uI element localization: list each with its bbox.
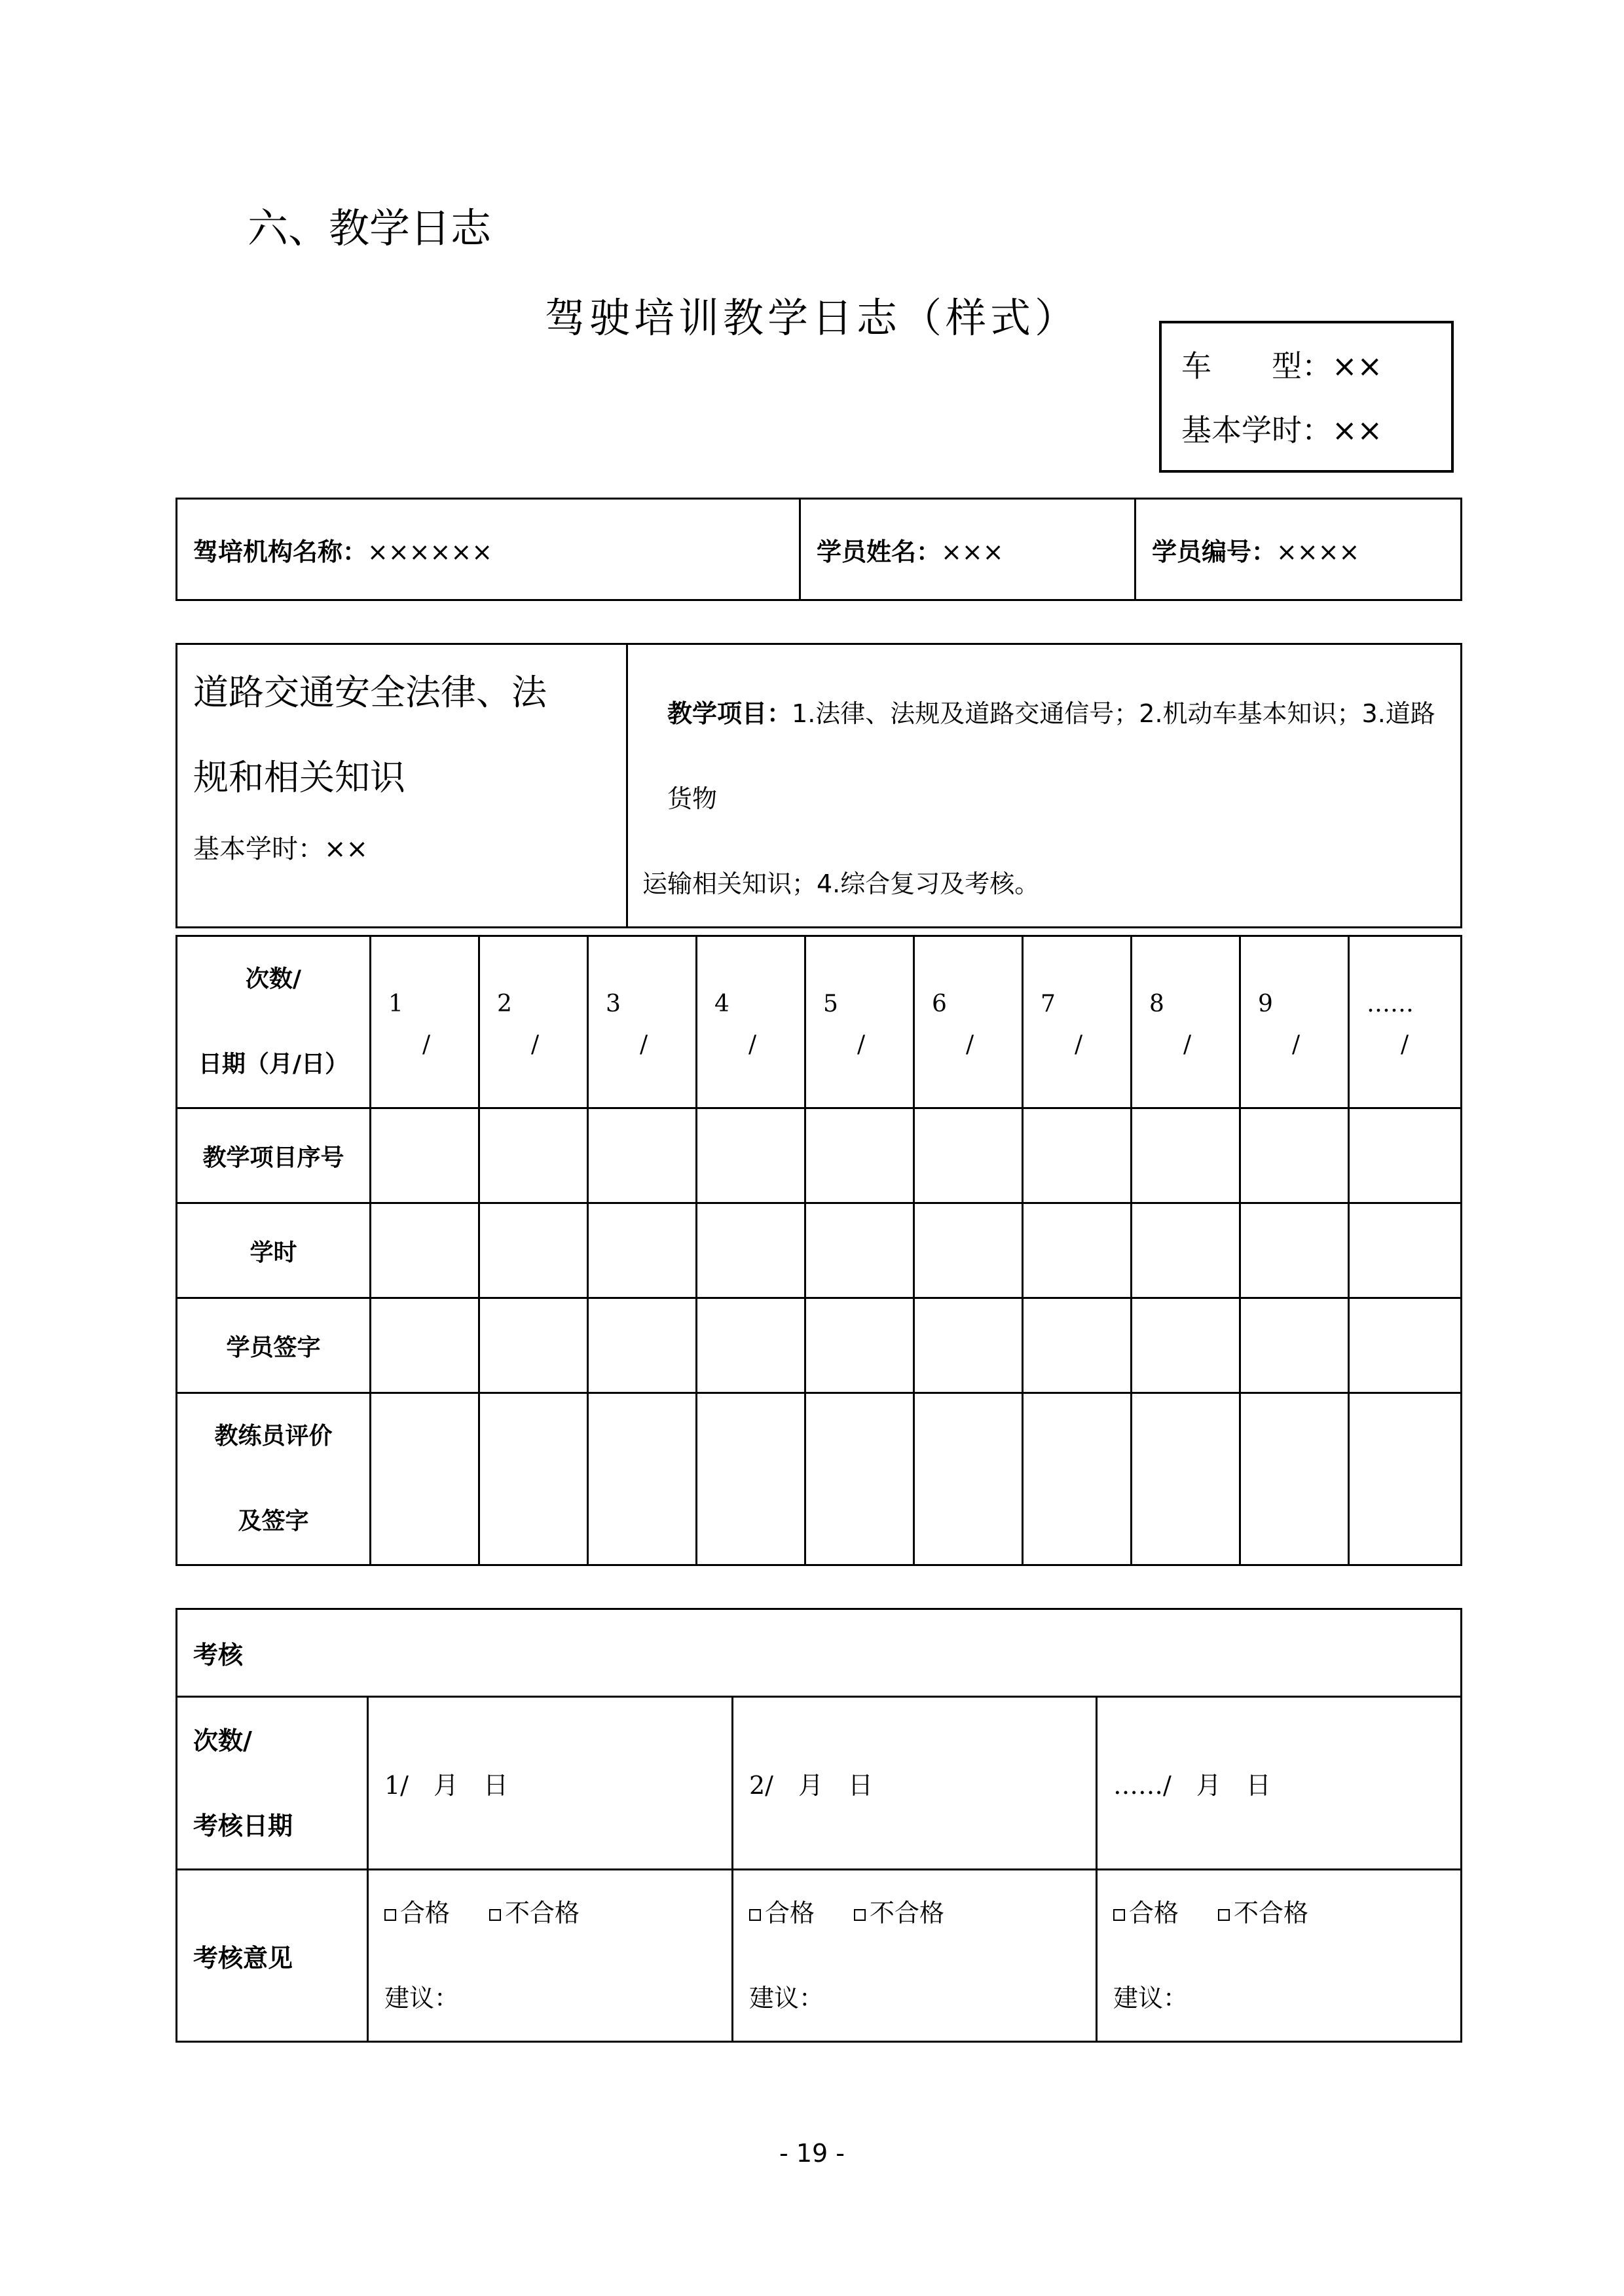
course-basic-hours: 基本学时：××	[193, 834, 369, 864]
student-id-value: ××××	[1276, 537, 1360, 566]
log-cell	[1023, 1393, 1132, 1565]
date-slash: /	[748, 1031, 757, 1058]
exam-opinion-cell	[1097, 1870, 1462, 2042]
log-cell	[914, 1298, 1023, 1393]
session-cell	[371, 936, 479, 1108]
fail-label: 不合格	[870, 1899, 945, 1927]
log-cell	[1132, 1298, 1240, 1393]
page-number: - 19 -	[779, 2139, 845, 2168]
exam-count-line2: 考核日期	[193, 1811, 293, 1840]
teaching-log-table	[175, 935, 1462, 1566]
log-cell	[479, 1203, 588, 1298]
session-cell	[805, 936, 914, 1108]
hours-row-header: 学时	[177, 1203, 371, 1298]
suggestion-label: 建议：	[1113, 1984, 1189, 2013]
item-number-row-header: 教学项目序号	[177, 1108, 371, 1203]
session-number: 6	[932, 991, 947, 1017]
pass-checkbox[interactable]	[749, 1909, 761, 1921]
date-slash: /	[1183, 1031, 1192, 1058]
exam-opinion-cell	[368, 1870, 733, 2042]
session-header-line1: 次数/	[245, 966, 302, 993]
session-number: 5	[823, 991, 838, 1017]
log-cell	[1023, 1108, 1132, 1203]
exam-count-line1: 次数/	[193, 1726, 252, 1755]
basic-hours-line: 基本学时：××	[1181, 412, 1383, 448]
exam-date-1: 1/ 月 日	[368, 1697, 733, 1870]
session-number: 3	[606, 991, 621, 1017]
log-cell	[588, 1298, 697, 1393]
log-cell	[588, 1393, 697, 1565]
student-name-value: ×××	[941, 537, 1004, 566]
log-cell	[371, 1108, 479, 1203]
log-cell	[1132, 1203, 1240, 1298]
log-cell	[914, 1393, 1023, 1565]
session-header-line2: 日期（月/日）	[198, 1051, 349, 1078]
log-cell	[1349, 1108, 1462, 1203]
session-cell	[588, 936, 697, 1108]
course-name-cell	[177, 644, 627, 928]
log-cell	[1023, 1298, 1132, 1393]
exam-count-header	[177, 1697, 368, 1870]
log-cell	[1023, 1203, 1132, 1298]
suggestion-label: 建议：	[749, 1984, 824, 2013]
log-cell	[588, 1108, 697, 1203]
exam-title: 考核	[177, 1609, 1462, 1697]
section-heading: 六、教学日志	[248, 204, 492, 252]
session-cell	[479, 936, 588, 1108]
log-cell	[479, 1298, 588, 1393]
exam-table	[175, 1608, 1462, 2043]
exam-opinion-cell	[733, 1870, 1097, 2042]
session-cell	[1240, 936, 1349, 1108]
log-cell	[697, 1298, 805, 1393]
pass-label: 合格	[400, 1899, 451, 1927]
course-items-cell	[627, 644, 1462, 928]
log-cell	[371, 1298, 479, 1393]
pass-checkbox[interactable]	[384, 1909, 396, 1921]
log-cell	[479, 1393, 588, 1565]
session-cell	[1132, 936, 1240, 1108]
document-title: 驾驶培训教学日志（样式）	[544, 294, 1079, 342]
date-slash: /	[640, 1031, 648, 1058]
log-cell	[1349, 1393, 1462, 1565]
student-id-cell	[1135, 499, 1462, 600]
log-cell	[697, 1108, 805, 1203]
log-cell	[1240, 1108, 1349, 1203]
session-number: 4	[714, 991, 729, 1017]
session-number: 1	[388, 991, 403, 1017]
org-name-label: 驾培机构名称：	[193, 537, 368, 566]
session-cell	[914, 936, 1023, 1108]
log-cell	[1349, 1203, 1462, 1298]
session-cell	[1023, 936, 1132, 1108]
vehicle-info-box	[1159, 321, 1454, 473]
session-number: 2	[497, 991, 512, 1017]
fail-checkbox[interactable]	[1218, 1909, 1230, 1921]
fail-checkbox[interactable]	[854, 1909, 866, 1921]
fail-checkbox[interactable]	[489, 1909, 501, 1921]
log-cell	[371, 1203, 479, 1298]
log-cell	[1132, 1393, 1240, 1565]
date-slash: /	[422, 1031, 431, 1058]
log-cell	[805, 1393, 914, 1565]
coach-evaluation-line2: 及签字	[238, 1508, 309, 1535]
date-slash: /	[1401, 1031, 1409, 1058]
fail-label: 不合格	[505, 1899, 580, 1927]
student-name-cell	[800, 499, 1135, 600]
vehicle-type-line: 车 型：××	[1181, 348, 1383, 384]
log-cell	[697, 1393, 805, 1565]
org-name-cell	[177, 499, 800, 600]
log-cell	[805, 1298, 914, 1393]
log-cell	[805, 1108, 914, 1203]
student-info-table	[175, 498, 1462, 601]
session-date-header	[177, 936, 371, 1108]
session-number: 9	[1258, 991, 1273, 1017]
exam-date-3: ……/ 月 日	[1097, 1697, 1462, 1870]
log-cell	[697, 1203, 805, 1298]
session-number: ……	[1367, 991, 1414, 1017]
course-table	[175, 643, 1462, 928]
session-cell	[1349, 936, 1462, 1108]
log-cell	[371, 1393, 479, 1565]
pass-checkbox[interactable]	[1113, 1909, 1125, 1921]
log-cell	[1240, 1393, 1349, 1565]
course-name-line2: 规和相关知识	[193, 757, 405, 798]
log-cell	[1132, 1108, 1240, 1203]
pass-label: 合格	[1129, 1899, 1179, 1927]
session-number: 7	[1041, 991, 1056, 1017]
coach-evaluation-row-header	[177, 1393, 371, 1565]
suggestion-label: 建议：	[384, 1984, 460, 2013]
date-slash: /	[531, 1031, 540, 1058]
course-name-line1: 道路交通安全法律、法	[193, 672, 547, 713]
date-slash: /	[1292, 1031, 1301, 1058]
date-slash: /	[966, 1031, 974, 1058]
exam-date-2: 2/ 月 日	[733, 1697, 1097, 1870]
student-name-label: 学员姓名：	[817, 537, 942, 566]
log-cell	[914, 1203, 1023, 1298]
log-cell	[588, 1203, 697, 1298]
exam-opinion-header: 考核意见	[177, 1870, 368, 2042]
course-items-line2: 运输相关知识；4.综合复习及考核。	[642, 869, 1040, 898]
log-cell	[1240, 1203, 1349, 1298]
log-cell	[914, 1108, 1023, 1203]
log-cell	[805, 1203, 914, 1298]
fail-label: 不合格	[1234, 1899, 1309, 1927]
course-items-line1: 1.法律、法规及道路交通信号；2.机动车基本知识；3.道路货物	[667, 699, 1435, 813]
date-slash: /	[1075, 1031, 1083, 1058]
log-cell	[1349, 1298, 1462, 1393]
session-cell	[697, 936, 805, 1108]
log-cell	[479, 1108, 588, 1203]
session-number: 8	[1149, 991, 1164, 1017]
date-slash: /	[857, 1031, 866, 1058]
org-name-value: ××××××	[367, 537, 493, 566]
student-id-label: 学员编号：	[1152, 537, 1277, 566]
pass-label: 合格	[765, 1899, 815, 1927]
log-cell	[1240, 1298, 1349, 1393]
coach-evaluation-line1: 教练员评价	[214, 1423, 333, 1449]
student-signature-row-header: 学员签字	[177, 1298, 371, 1393]
course-items-label: 教学项目：	[667, 699, 792, 728]
